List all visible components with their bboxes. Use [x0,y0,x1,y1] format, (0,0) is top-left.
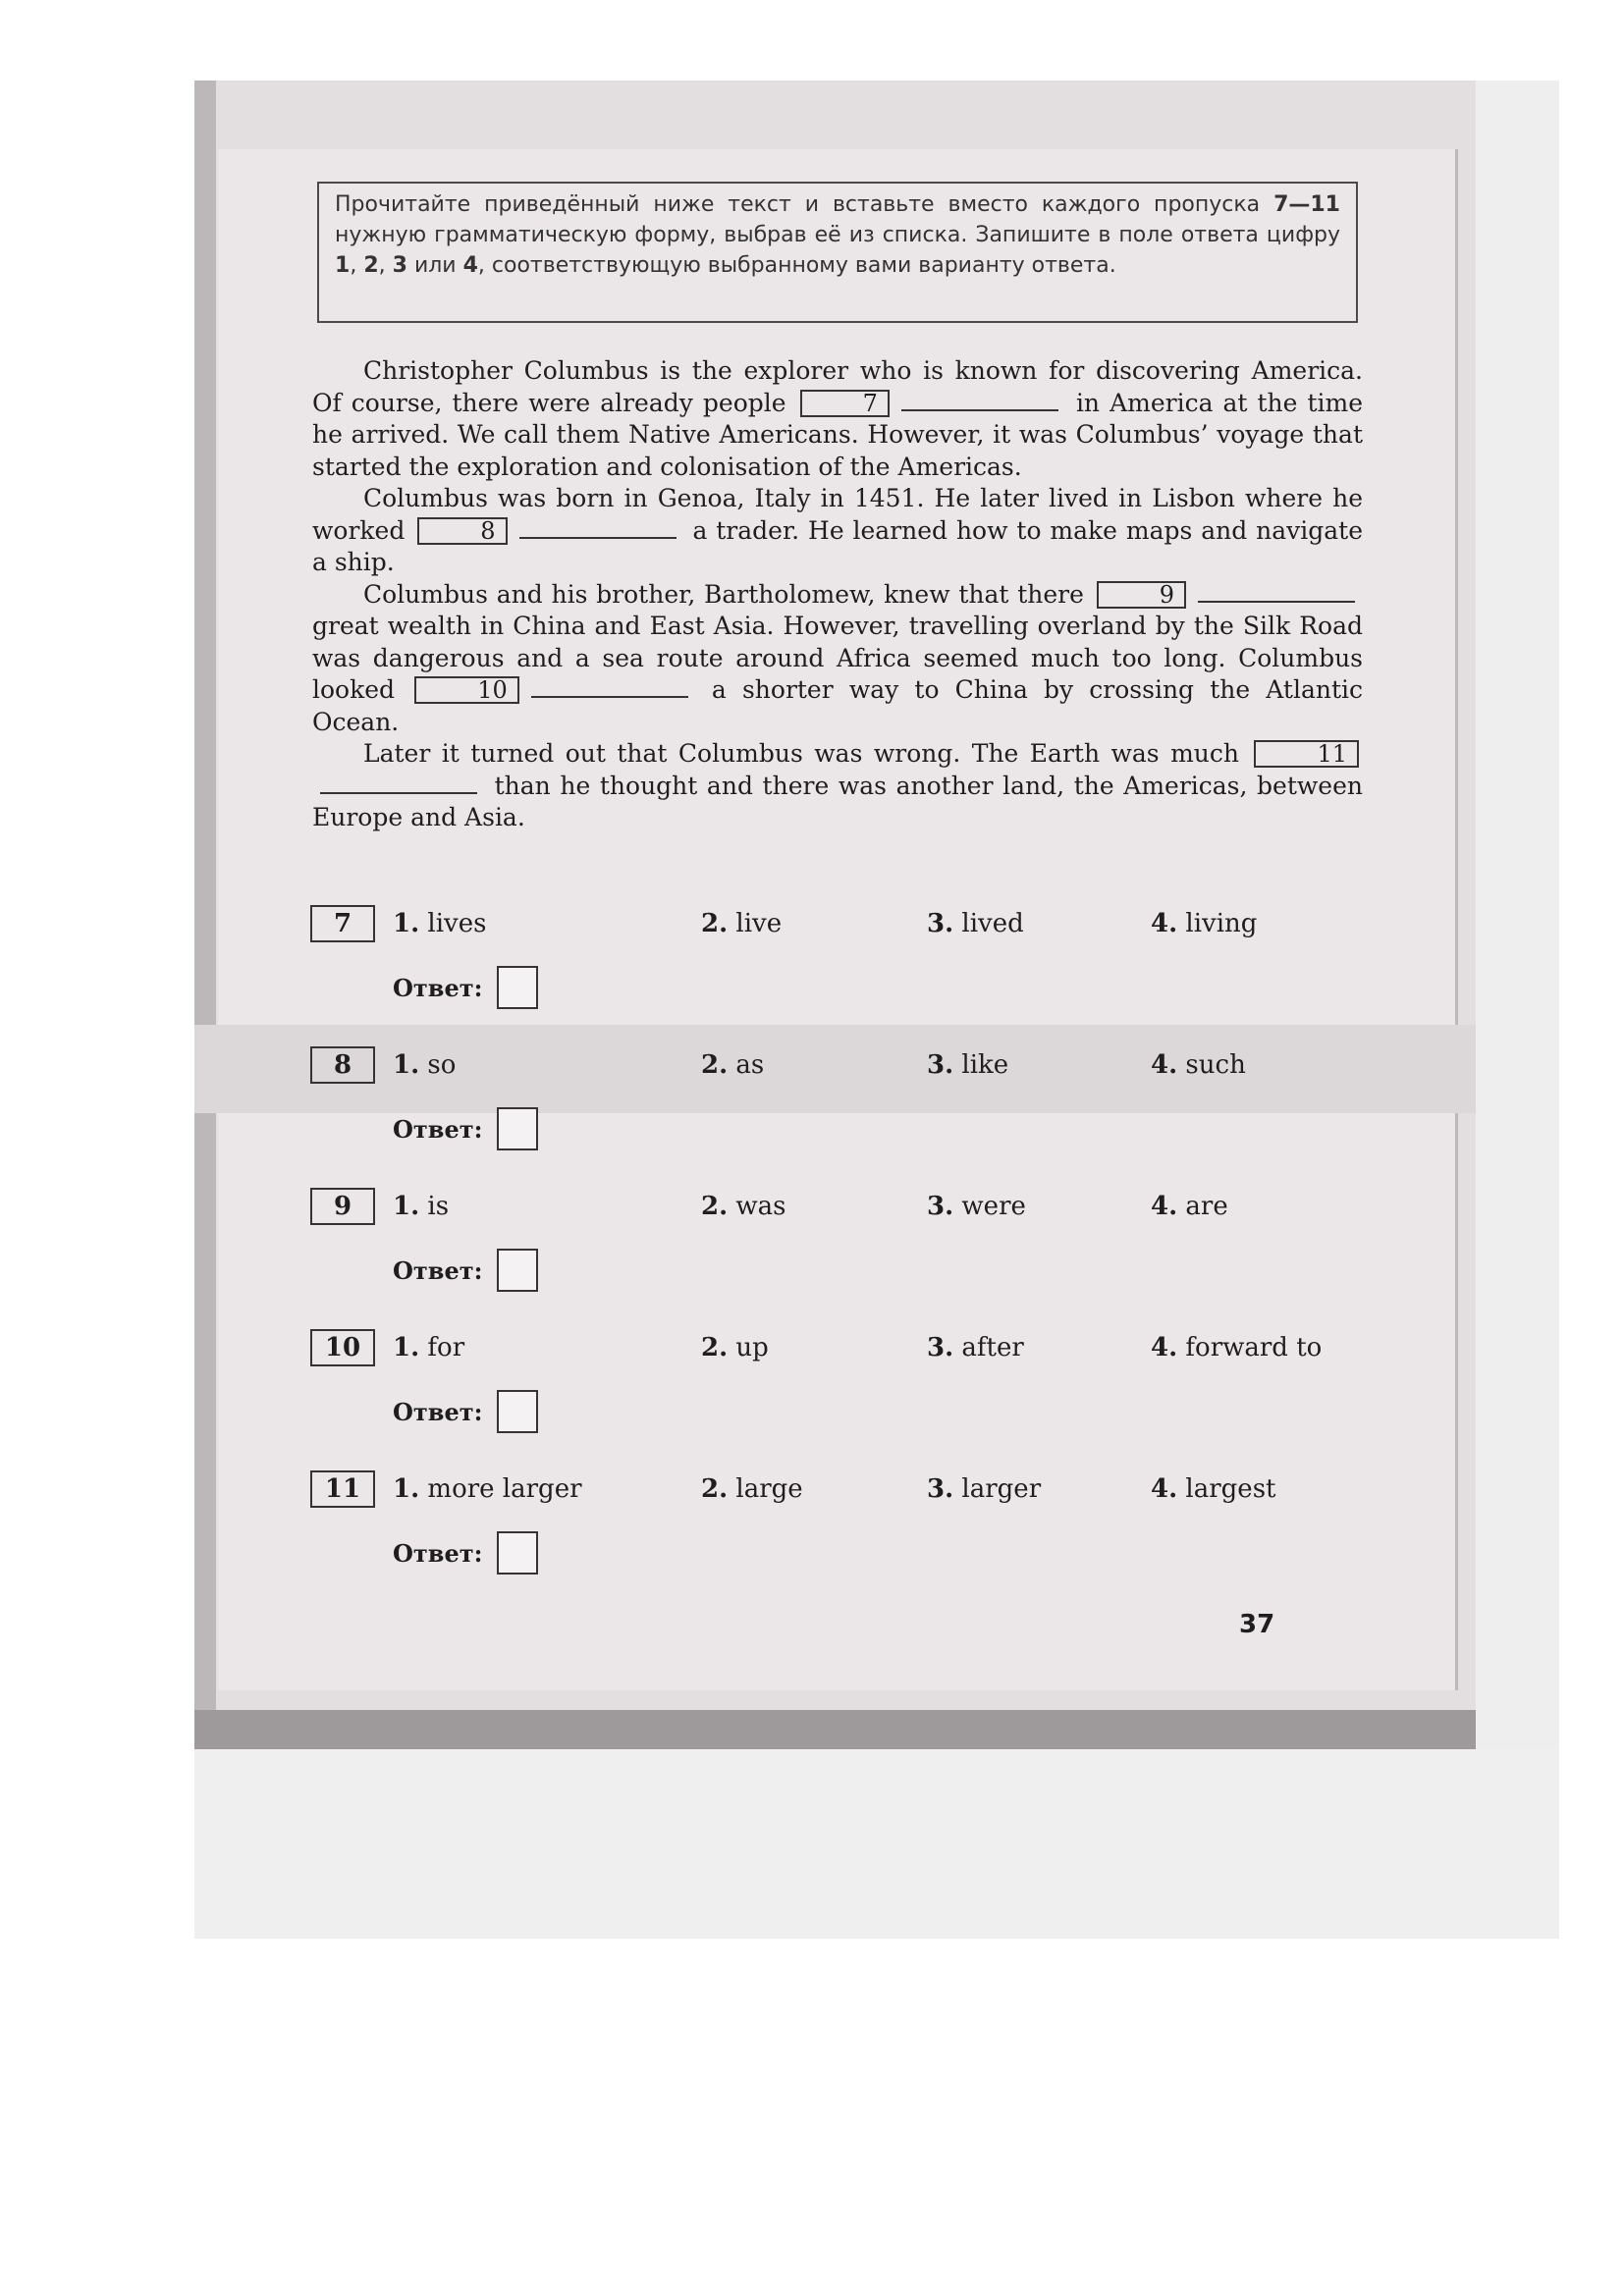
option-number: 4. [1151,1050,1178,1080]
option-text: are [1185,1192,1228,1221]
option-text: such [1185,1050,1246,1080]
option-text: lived [961,909,1024,938]
task-7 [310,905,1361,1033]
task-7-answer-label: Ответ: [393,974,483,1002]
task-7-number: 7 [310,905,375,942]
task-8-answer-box[interactable] [497,1107,538,1150]
task-10-option-3[interactable] [927,1333,1024,1362]
instructions-text-1: Прочитайте приведённый ниже текст и вставьте вместо каждого пропуска [335,192,1261,217]
task-10-option-1[interactable] [393,1333,464,1362]
option-text: up [735,1333,769,1362]
option-number: 2. [701,909,729,938]
instructions-box [317,182,1358,323]
task-10-answer-box[interactable] [497,1390,538,1433]
option-number: 2. [701,1192,729,1221]
gap-10-blank [531,676,688,698]
option-text: more larger [427,1474,582,1504]
task-7-option-3[interactable] [927,909,1024,938]
option-number: 2. [701,1333,729,1362]
instructions-range: 7—11 [1273,192,1340,217]
gap-10-label: 10 [414,676,519,704]
option-text: largest [1185,1474,1276,1504]
gap-9-label: 9 [1097,581,1186,609]
option-number: 4. [1151,1474,1178,1504]
option-text: living [1185,909,1258,938]
option-number: 4. [1151,1192,1178,1221]
paragraph-3-text-c: a shorter way to China by crossing the Atlantic Ocean. [312,675,1364,736]
option-number: 3. [927,1050,954,1080]
instructions-digit-4: 4 [462,253,478,278]
option-number: 4. [1151,909,1178,938]
page-number: 37 [1239,1610,1275,1639]
instructions-digit-3: 3 [392,253,407,278]
task-9-answer-box[interactable] [497,1249,538,1292]
gap-7-blank [901,390,1058,411]
instructions-sep-2: , [378,253,386,278]
paragraph-2-text-b: a trader. He learned how to make maps and navigate a ship. [312,515,1363,576]
paragraph-3-text-b: great wealth in China and East Asia. However, travelling overland by the Silk Road was dangerous and a sea route around Africa seemed much too long. Columbus looked [312,612,1363,704]
option-text: for [427,1333,465,1362]
option-text: so [427,1050,457,1080]
option-number: 2. [701,1050,729,1080]
option-number: 3. [927,1333,954,1362]
task-10-answer-label: Ответ: [393,1398,483,1426]
paragraph-4-text-b: than he thought and there was another land, the Americas, between Europe and Asia. [312,771,1363,831]
task-10 [310,1329,1361,1457]
option-text: large [735,1474,803,1504]
task-9-option-4[interactable] [1151,1192,1228,1221]
task-11-option-4[interactable] [1151,1474,1276,1504]
task-8-option-2[interactable] [701,1050,764,1080]
task-8-option-3[interactable] [927,1050,1008,1080]
task-9 [310,1188,1361,1315]
task-9-number: 9 [310,1188,375,1225]
paragraph-2 [312,483,1363,579]
task-8-number: 8 [310,1046,375,1084]
book-spine-edge [194,80,216,1749]
option-number: 3. [927,909,954,938]
option-number: 1. [393,909,420,938]
paragraph-1-text-b: in America at the time he arrived. We call them Native Americans. However, it was Columbus’ voyage that started the exploration and colonisation of the Americas. [312,388,1364,481]
paragraph-4-text-a: Later it turned out that Columbus was wrong. The Earth was much [363,739,1239,768]
task-8-option-1[interactable] [393,1050,456,1080]
gap-8-label: 8 [417,517,507,545]
right-page-edge [1476,80,1559,1749]
gap-11-label: 11 [1254,740,1359,768]
task-8-answer-label: Ответ: [393,1115,483,1144]
instructions-text-3: , соответствующую выбранному вами варианту ответа. [477,253,1116,278]
task-11-option-1[interactable] [393,1474,582,1504]
paragraph-1-text-a: Christopher Columbus is the explorer who is known for discovering America. Of course, there were already people [312,356,1363,417]
task-10-option-4[interactable] [1151,1333,1322,1362]
option-text: like [961,1050,1009,1080]
paragraph-3-text-a: Columbus and his brother, Bartholomew, knew that there [363,579,1084,609]
task-11-answer-label: Ответ: [393,1539,483,1568]
instructions-text-2: нужную грамматическую форму, выбрав её из списка. Запишите в поле ответа цифру [335,223,1340,247]
task-7-answer-box[interactable] [497,966,538,1009]
task-11-number: 11 [310,1470,375,1508]
page-bottom-strip [194,1710,1476,1749]
gap-8-blank [519,517,677,539]
option-number: 2. [701,1474,729,1504]
option-text: lives [427,909,487,938]
option-number: 4. [1151,1333,1178,1362]
instructions-sep-1: , [350,253,357,278]
task-9-answer-label: Ответ: [393,1256,483,1285]
option-text: larger [961,1474,1042,1504]
task-11-answer-box[interactable] [497,1531,538,1575]
task-7-option-4[interactable] [1151,909,1257,938]
option-text: after [961,1333,1024,1362]
instructions-digit-2: 2 [363,253,379,278]
option-number: 1. [393,1192,420,1221]
option-number: 3. [927,1192,954,1221]
task-9-option-3[interactable] [927,1192,1026,1221]
gap-7-label: 7 [800,390,890,417]
task-11-option-3[interactable] [927,1474,1041,1504]
paragraph-4 [312,738,1363,834]
option-number: 1. [393,1474,420,1504]
paragraph-3 [312,579,1363,739]
paragraph-2-text-a: Columbus was born in Genoa, Italy in 1451. He later lived in Lisbon where he worked [312,484,1363,545]
scan-bottom-margin [194,1749,1559,1939]
option-text: as [735,1050,765,1080]
option-text: forward to [1185,1333,1323,1362]
option-number: 1. [393,1050,420,1080]
option-number: 3. [927,1474,954,1504]
instructions-or: или [413,253,457,278]
option-text: is [427,1192,450,1221]
task-7-option-2[interactable] [701,909,782,938]
task-8 [310,1046,1361,1174]
task-9-option-2[interactable] [701,1192,786,1221]
paragraph-1 [312,355,1363,483]
instructions-digit-1: 1 [335,253,351,278]
task-11-option-2[interactable] [701,1474,803,1504]
task-10-number: 10 [310,1329,375,1366]
task-9-option-1[interactable] [393,1192,449,1221]
gap-9-blank [1198,581,1355,603]
task-8-option-4[interactable] [1151,1050,1246,1080]
gap-11-blank [320,773,477,794]
task-10-option-2[interactable] [701,1333,769,1362]
option-text: live [735,909,783,938]
task-7-option-1[interactable] [393,909,486,938]
option-number: 1. [393,1333,420,1362]
option-text: was [735,1192,786,1221]
reading-passage [312,355,1363,834]
task-11 [310,1470,1361,1598]
option-text: were [961,1192,1026,1221]
